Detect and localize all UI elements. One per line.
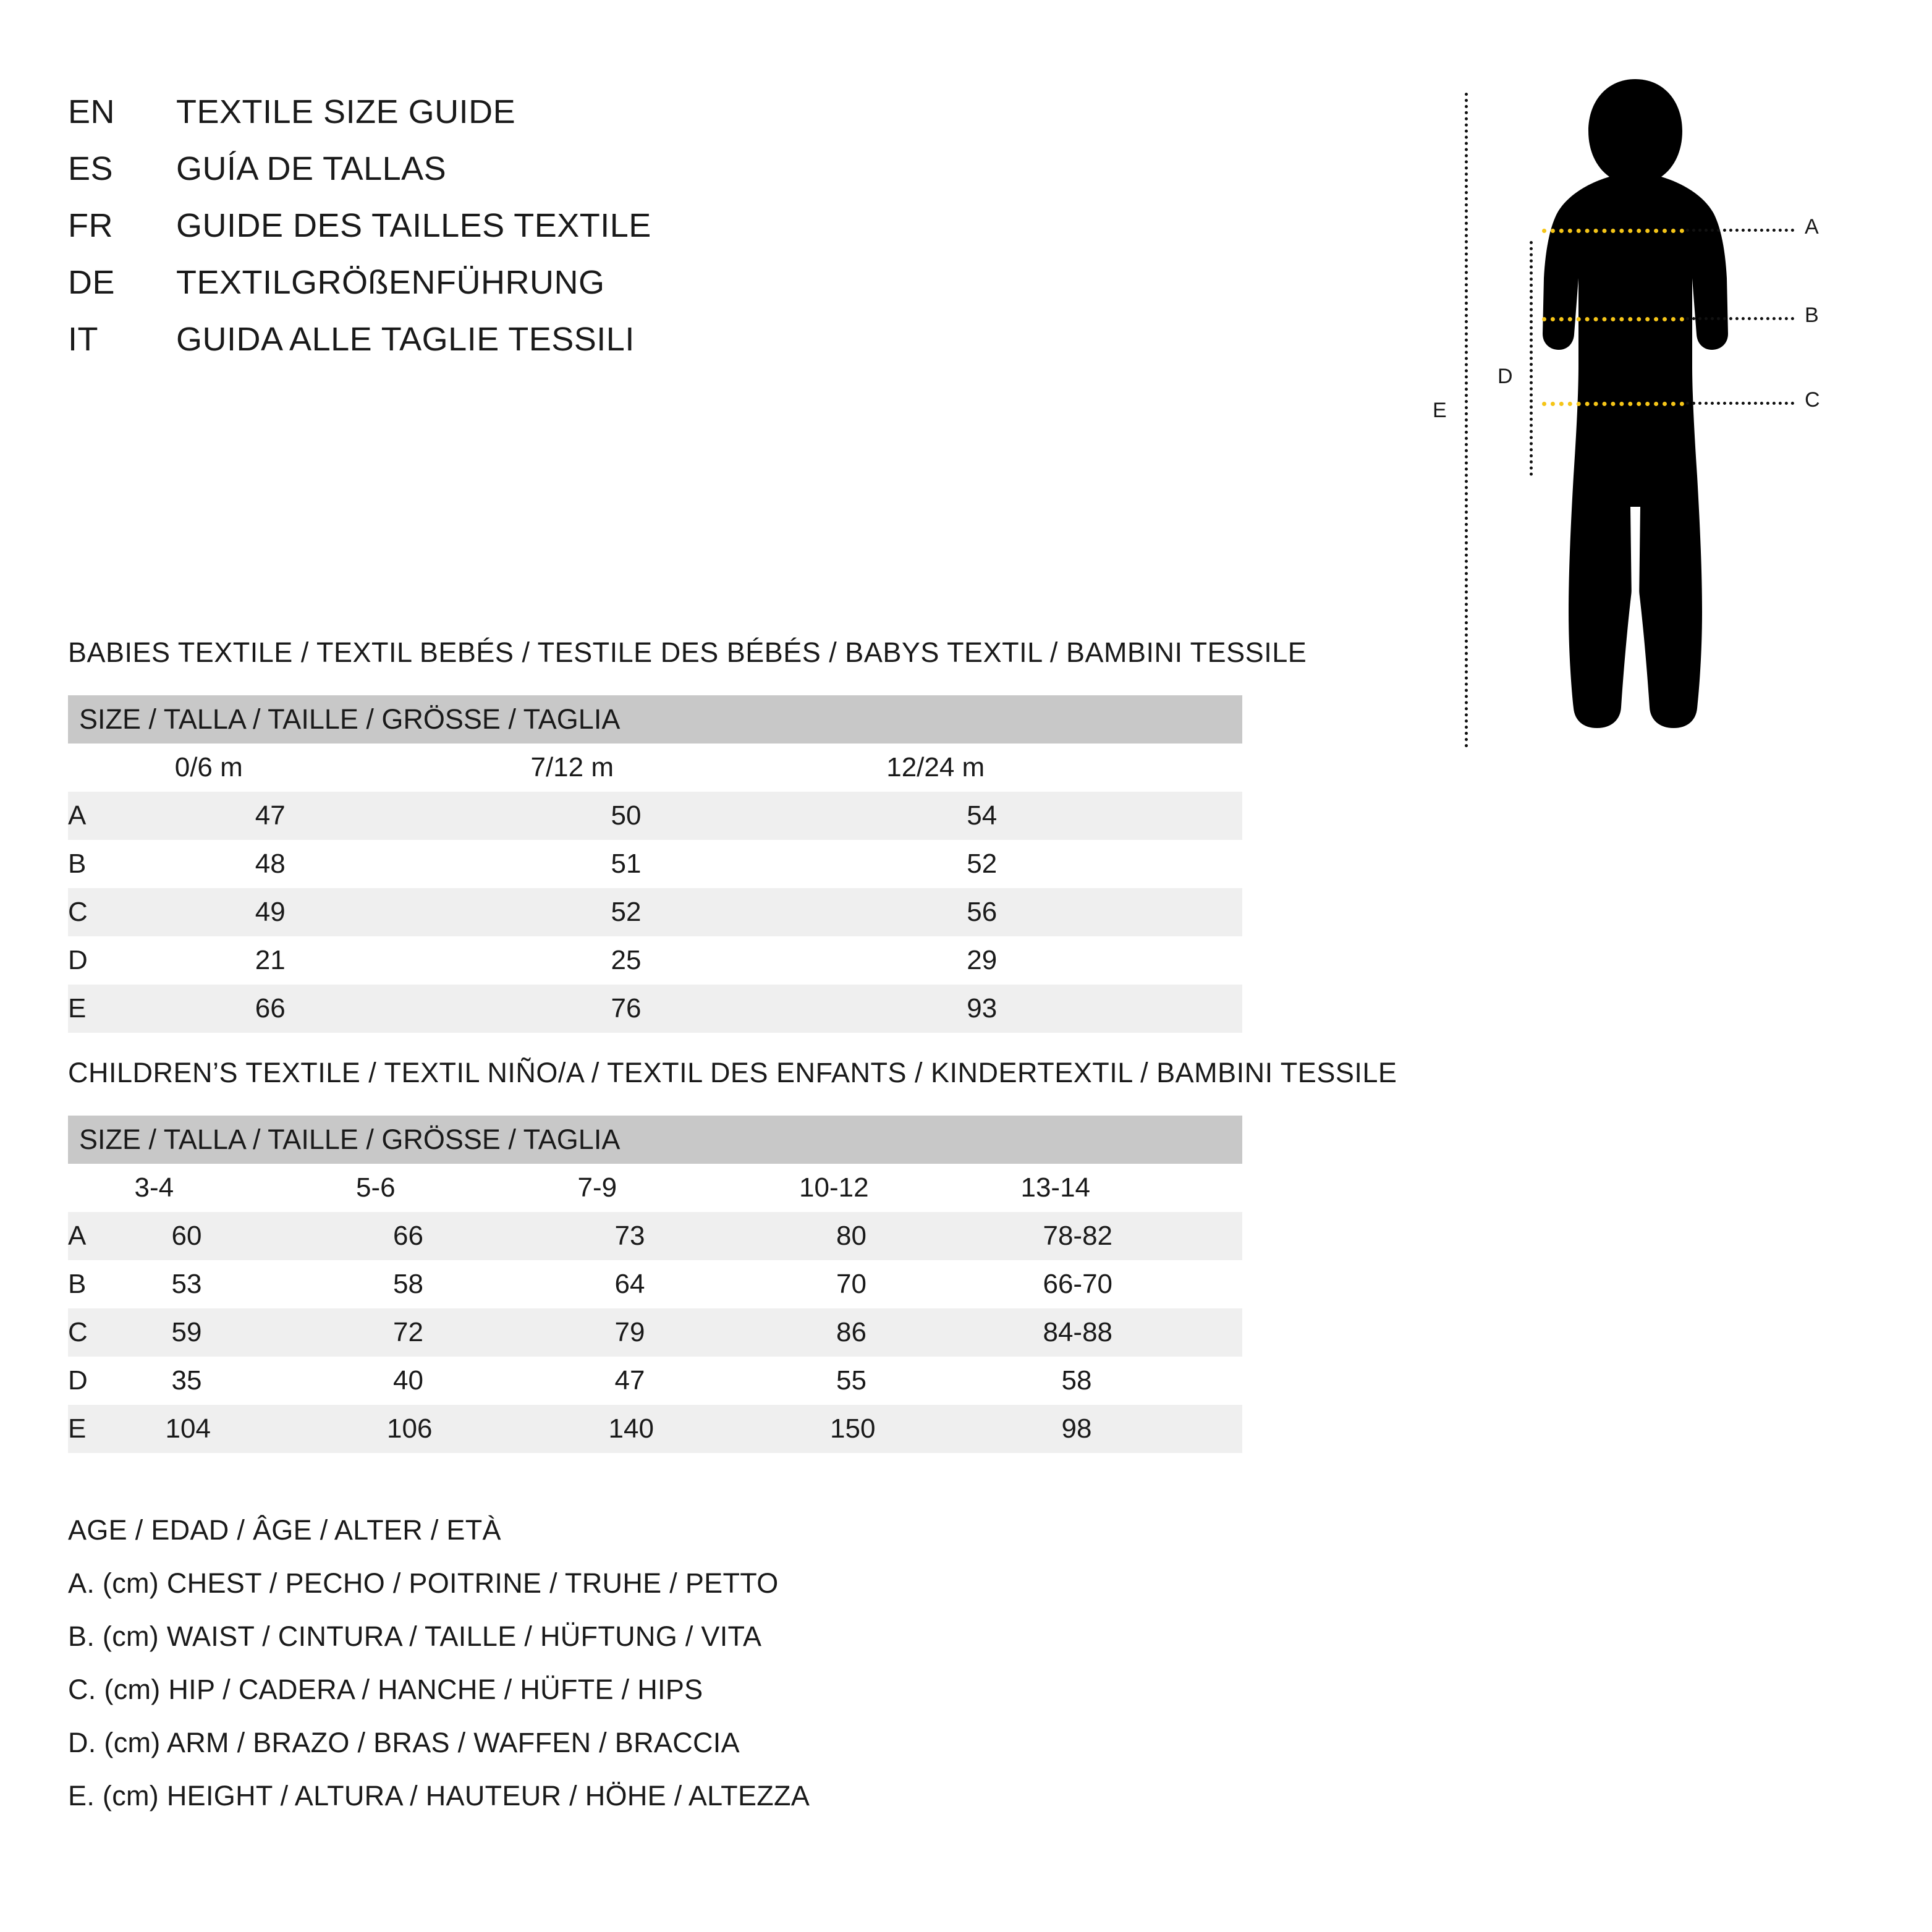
children-cell-d-4: 58 [1020,1357,1242,1405]
hip-leader-line [1686,402,1794,405]
figure-label-e: E [1433,399,1447,422]
children-column-1: 5-6 [356,1164,577,1212]
language-code-fr: FR [68,207,113,244]
legend-line-hip: C. (cm) HIP / CADERA / HANCHE / HÜFTE / HIPS [68,1674,703,1705]
legend-line-arm: D. (cm) ARM / BRAZO / BRAS / WAFFEN / BRACCIA [68,1727,740,1758]
children-column-header-row [68,1164,1242,1212]
babies-cell-c-0: 49 [175,888,531,936]
table-row [68,1212,1242,1260]
children-cell-e-4: 98 [1020,1405,1242,1453]
children-cell-a-4: 78-82 [1020,1212,1242,1260]
children-cell-a-1: 66 [356,1212,577,1260]
children-cell-b-1: 58 [356,1260,577,1308]
language-code-es: ES [68,150,114,187]
children-cell-a-0: 60 [135,1212,356,1260]
language-text-it: GUIDA ALLE TAGLIE TESSILI [176,321,635,358]
babies-cell-a-2: 54 [886,792,1242,840]
language-text-en: TEXTILE SIZE GUIDE [176,93,516,130]
children-cell-a-3: 80 [799,1212,1020,1260]
language-row [68,206,1242,263]
legend-line-height: E. (cm) HEIGHT / ALTURA / HAUTEUR / HÖHE / ALTEZZA [68,1780,810,1811]
table-row [68,792,1242,840]
babies-cell-b-2: 52 [886,840,1242,888]
children-column-2: 7-9 [578,1164,799,1212]
language-title-block [68,93,1242,377]
babies-cell-d-2: 29 [886,936,1242,985]
children-cell-b-4: 66-70 [1020,1260,1242,1308]
children-size-table [68,1116,1242,1453]
waist-leader-line [1686,317,1794,320]
table-row [68,888,1242,936]
language-text-es: GUÍA DE TALLAS [176,150,447,187]
babies-corner-cell [68,744,175,792]
language-row [68,263,1242,320]
babies-cell-b-0: 48 [175,840,531,888]
children-row-label-e: E [68,1405,135,1453]
figure-label-b: B [1805,303,1819,327]
babies-cell-c-1: 52 [530,888,886,936]
legend-line-waist: B. (cm) WAIST / CINTURA / TAILLE / HÜFTUNG / VITA [68,1621,762,1652]
babies-column-2: 12/24 m [886,744,1242,792]
children-corner-cell [68,1164,135,1212]
babies-cell-d-1: 25 [530,936,886,985]
children-cell-c-4: 84-88 [1020,1308,1242,1357]
babies-cell-b-1: 51 [530,840,886,888]
children-cell-c-3: 86 [799,1308,1020,1357]
chest-leader-line [1686,229,1794,232]
babies-column-1: 7/12 m [530,744,886,792]
children-cell-e-0: 104 [135,1405,356,1453]
children-table-band-row [68,1116,1242,1164]
children-cell-a-2: 73 [578,1212,799,1260]
table-row [68,1260,1242,1308]
children-section-title: CHILDREN’S TEXTILE / TEXTIL NIÑO/A / TEXTIL DES ENFANTS / KINDERTEXTIL / BAMBINI TESSILE [68,1057,1397,1088]
children-cell-d-0: 35 [135,1357,356,1405]
children-column-3: 10-12 [799,1164,1020,1212]
table-row [68,1405,1242,1453]
chest-measure-line [1542,229,1684,233]
waist-measure-line [1542,317,1684,321]
children-row-label-b: B [68,1260,135,1308]
figure-label-c: C [1805,388,1820,412]
language-text-fr: GUIDE DES TAILLES TEXTILE [176,207,651,244]
language-text-de: TEXTILGRÖßENFÜHRUNG [176,264,605,301]
children-cell-b-0: 53 [135,1260,356,1308]
children-band-label: SIZE / TALLA / TAILLE / GRÖSSE / TAGLIA [68,1116,1242,1164]
children-cell-b-2: 64 [578,1260,799,1308]
babies-cell-e-1: 76 [530,985,886,1033]
children-cell-b-3: 70 [799,1260,1020,1308]
table-row [68,840,1242,888]
legend-line-age: AGE / EDAD / ÂGE / ALTER / ETÀ [68,1514,501,1546]
children-column-4: 13-14 [1020,1164,1242,1212]
children-cell-c-0: 59 [135,1308,356,1357]
babies-row-label-c: C [68,888,175,936]
babies-cell-d-0: 21 [175,936,531,985]
measurement-figure [1409,74,1879,760]
babies-column-header-row [68,744,1242,792]
children-cell-e-2: 140 [578,1405,799,1453]
language-code-it: IT [68,321,98,358]
child-silhouette-icon [1514,74,1774,748]
table-row [68,1308,1242,1357]
children-row-label-c: C [68,1308,135,1357]
children-cell-d-1: 40 [356,1357,577,1405]
table-row [68,936,1242,985]
children-row-label-a: A [68,1212,135,1260]
babies-row-label-a: A [68,792,175,840]
language-row [68,93,1242,150]
table-row [68,1357,1242,1405]
children-cell-e-3: 150 [799,1405,1020,1453]
children-cell-c-2: 79 [578,1308,799,1357]
legend-line-chest: A. (cm) CHEST / PECHO / POITRINE / TRUHE / PETTO [68,1567,779,1599]
babies-row-label-d: D [68,936,175,985]
babies-cell-c-2: 56 [886,888,1242,936]
children-column-0: 3-4 [135,1164,356,1212]
babies-table-band-row [68,695,1242,744]
language-row [68,150,1242,206]
babies-cell-e-2: 93 [886,985,1242,1033]
children-row-label-d: D [68,1357,135,1405]
babies-band-label: SIZE / TALLA / TAILLE / GRÖSSE / TAGLIA [68,695,1242,744]
hip-measure-line [1542,402,1684,406]
children-cell-c-1: 72 [356,1308,577,1357]
measurement-legend [68,1514,810,1833]
children-cell-d-3: 55 [799,1357,1020,1405]
table-row [68,985,1242,1033]
children-cell-e-1: 106 [356,1405,577,1453]
babies-row-label-e: E [68,985,175,1033]
children-cell-d-2: 47 [578,1357,799,1405]
babies-column-0: 0/6 m [175,744,531,792]
height-guide-line [1465,93,1468,748]
babies-cell-a-1: 50 [530,792,886,840]
figure-label-d: D [1498,365,1513,388]
language-code-de: DE [68,264,116,301]
figure-label-a: A [1805,215,1819,239]
babies-section-title: BABIES TEXTILE / TEXTIL BEBÉS / TESTILE DES BÉBÉS / BABYS TEXTIL / BAMBINI TESSILE [68,637,1307,668]
babies-cell-a-0: 47 [175,792,531,840]
babies-cell-e-0: 66 [175,985,531,1033]
language-code-en: EN [68,93,116,130]
language-row [68,320,1242,377]
babies-size-table [68,695,1242,1033]
babies-row-label-b: B [68,840,175,888]
